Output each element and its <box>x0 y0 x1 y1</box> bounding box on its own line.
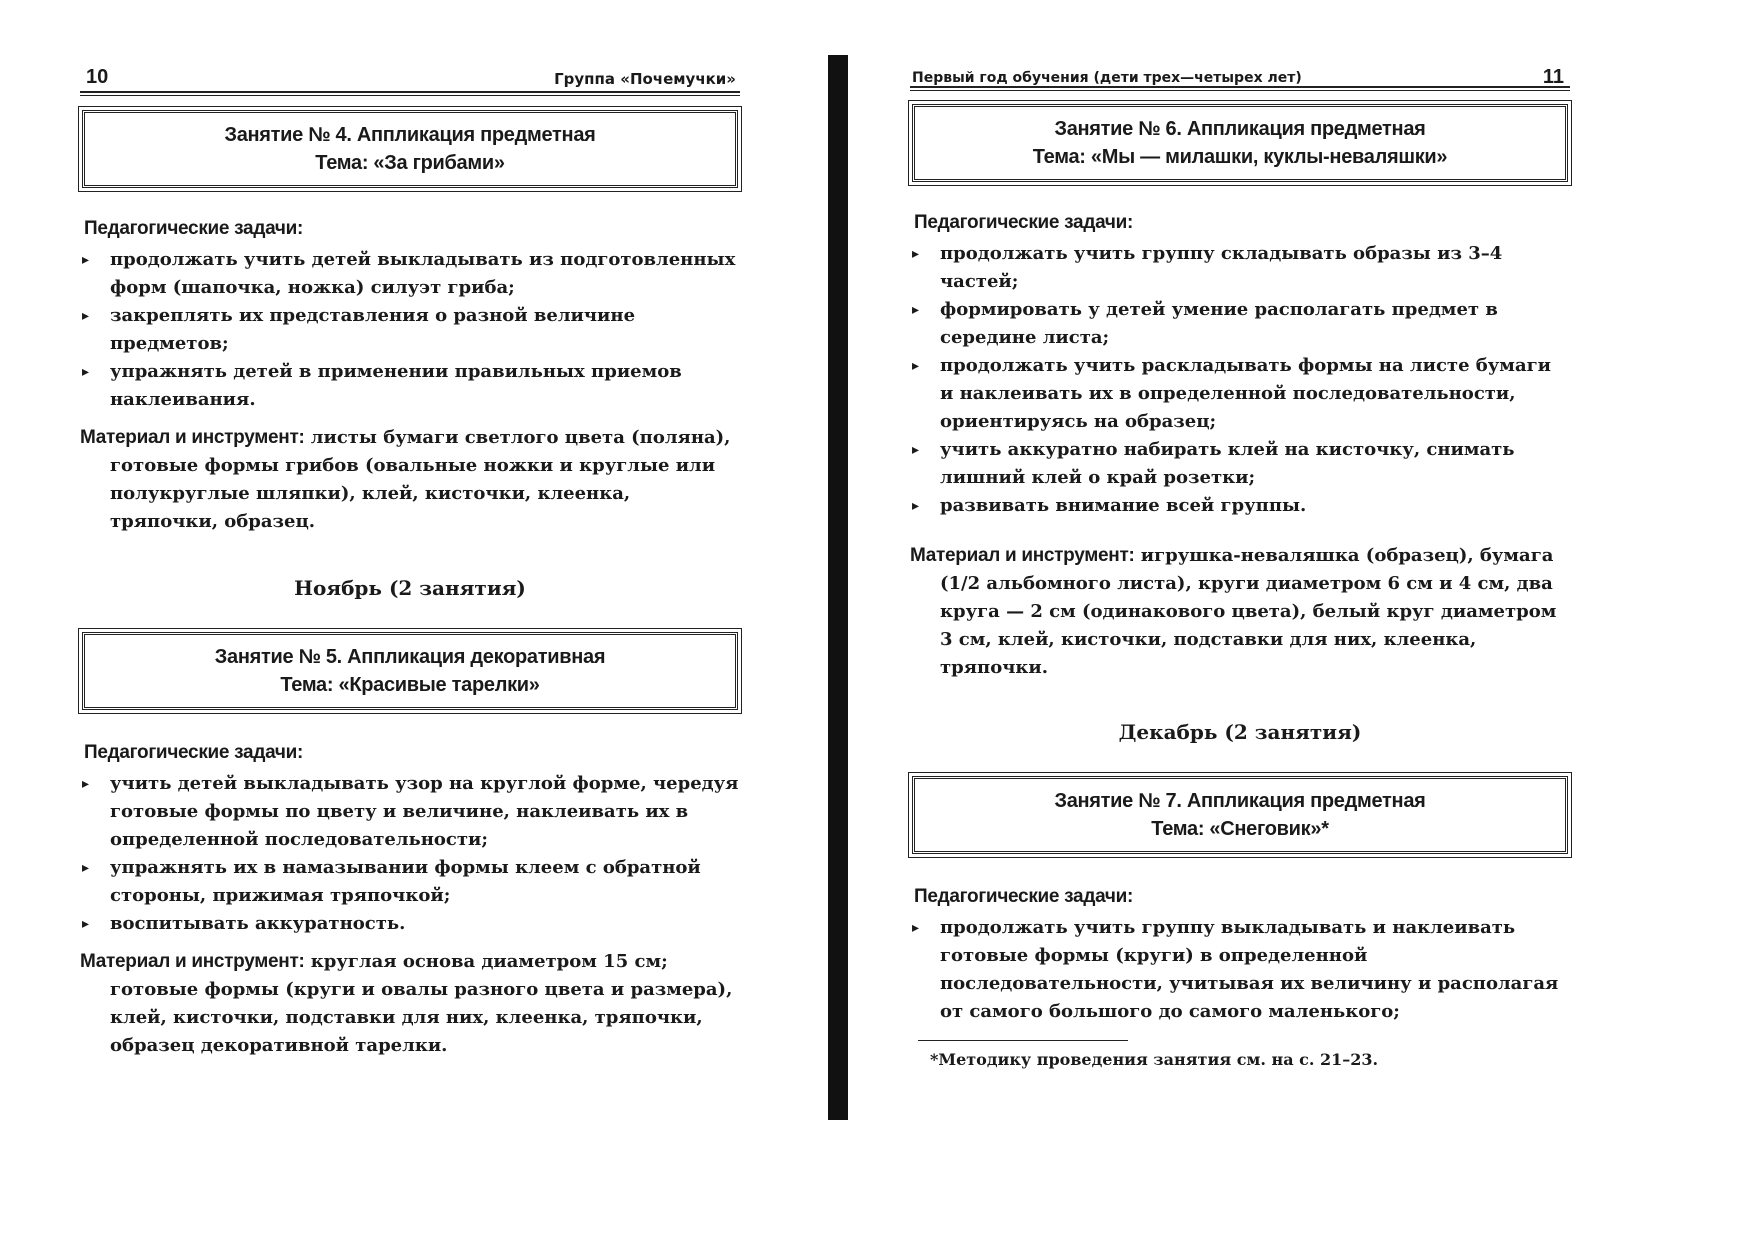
material-text: круглая основа диаметром 15 см; готовые формы (круги и овалы разного цвета и размера), клей, кисточки, подставки для них, клеенка, тряпочки, образец декоративной тарелки. <box>110 951 733 1056</box>
lesson-4-tasks <box>80 246 740 414</box>
lesson-theme: Тема: «Мы — милашки, куклы-неваляшки» <box>1032 146 1448 168</box>
lesson-title: Занятие № 4. Аппликация предметная <box>224 124 596 146</box>
bullet-icon: ▸ <box>912 358 920 374</box>
lesson-5-material <box>80 948 740 1060</box>
footnote: *Методику проведения занятия см. на с. 21–23. <box>930 1050 1379 1069</box>
lesson-6-material <box>910 542 1570 682</box>
material-text: игрушка-неваляшка (образец), бумага (1/2 альбомного листа), круги диаметром 6 см и 4 см, два круга — 2 см (одинакового цвета), белый круг диаметром 3 см, клей, кисточки, подставки для них, клеенка, тряпочки. <box>940 545 1557 678</box>
bullet-icon: ▸ <box>912 246 920 262</box>
bullet-icon: ▸ <box>82 916 90 932</box>
lesson-5-tasks <box>80 770 740 938</box>
task-item: ▸ формировать у детей умение располагать предмет в середине листа; <box>910 296 1570 352</box>
page-number: 10 <box>86 66 109 88</box>
lesson-7-box <box>912 776 1568 854</box>
task-item: ▸ продолжать учить группу складывать образы из 3–4 частей; <box>910 240 1570 296</box>
month-heading: Декабрь (2 занятия) <box>1118 720 1362 744</box>
bullet-icon: ▸ <box>912 498 920 514</box>
bullet-icon: ▸ <box>82 252 90 268</box>
month-heading: Ноябрь (2 занятия) <box>294 576 526 600</box>
lesson-title: Занятие № 5. Аппликация декоративная <box>214 646 606 668</box>
tasks-label: Педагогические задачи: <box>84 218 304 239</box>
running-head <box>910 58 1570 88</box>
lesson-5-box <box>82 632 738 710</box>
book-spine <box>828 55 848 1120</box>
header-rule <box>910 86 1570 91</box>
lesson-6-tasks <box>910 240 1570 520</box>
bullet-icon: ▸ <box>82 308 90 324</box>
bullet-icon: ▸ <box>82 860 90 876</box>
bullet-icon: ▸ <box>912 302 920 318</box>
task-item: ▸ развивать внимание всей группы. <box>910 492 1570 520</box>
bullet-icon: ▸ <box>912 442 920 458</box>
tasks-label: Педагогические задачи: <box>914 212 1134 233</box>
running-title: Первый год обучения (дети трех—четырех лет) <box>912 70 1302 86</box>
header-rule <box>80 91 740 96</box>
lesson-theme: Тема: «За грибами» <box>315 152 505 174</box>
material-text: листы бумаги светлого цвета (поляна), готовые формы грибов (овальные ножки и круглые или полукруглые шляпки), клей, кисточки, клеенка, тряпочки, образец. <box>110 427 731 532</box>
material-label: Материал и инструмент: <box>80 427 305 448</box>
lesson-6-box <box>912 104 1568 182</box>
material-label: Материал и инструмент: <box>80 951 305 972</box>
task-item: ▸ учить детей выкладывать узор на круглой форме, чередуя готовые формы по цвету и величине, наклеивать их в определенной последовательности; <box>80 770 740 854</box>
task-item: ▸ продолжать учить детей выкладывать из подготовленных форм (шапочка, ножка) силуэт гриба; <box>80 246 740 302</box>
lesson-4-box <box>82 110 738 188</box>
lesson-title: Занятие № 7. Аппликация предметная <box>1054 790 1426 812</box>
task-item: ▸ упражнять их в намазывании формы клеем с обратной стороны, прижимая тряпочкой; <box>80 854 740 910</box>
lesson-7-tasks <box>910 914 1570 1026</box>
material-label: Материал и инструмент: <box>910 545 1135 566</box>
footnote-rule <box>918 1040 1128 1041</box>
task-item: ▸ упражнять детей в применении правильных приемов наклеивания. <box>80 358 740 414</box>
page-number: 11 <box>1542 66 1564 88</box>
bullet-icon: ▸ <box>82 364 90 380</box>
tasks-label: Педагогические задачи: <box>84 742 304 763</box>
lesson-theme: Тема: «Красивые тарелки» <box>280 674 540 696</box>
task-item: ▸ учить аккуратно набирать клей на кисточку, снимать лишний клей о край розетки; <box>910 436 1570 492</box>
lesson-4-material <box>80 424 740 536</box>
task-item: ▸ закреплять их представления о разной величине предметов; <box>80 302 740 358</box>
bullet-icon: ▸ <box>82 776 90 792</box>
running-head <box>80 58 740 88</box>
task-item: ▸ воспитывать аккуратность. <box>80 910 740 938</box>
task-item: ▸ продолжать учить группу выкладывать и наклеивать готовые формы (круги) в определенной последовательности, учитывая их величину и располагая от самого большого до самого маленького; <box>910 914 1570 1026</box>
lesson-title: Занятие № 6. Аппликация предметная <box>1054 118 1426 140</box>
lesson-theme: Тема: «Снеговик»* <box>1151 818 1329 840</box>
bullet-icon: ▸ <box>912 920 920 936</box>
task-item: ▸ продолжать учить раскладывать формы на листе бумаги и наклеивать их в определенной последовательности, ориентируясь на образец; <box>910 352 1570 436</box>
tasks-label: Педагогические задачи: <box>914 886 1134 907</box>
running-title: Группа «Почемучки» <box>554 70 736 88</box>
